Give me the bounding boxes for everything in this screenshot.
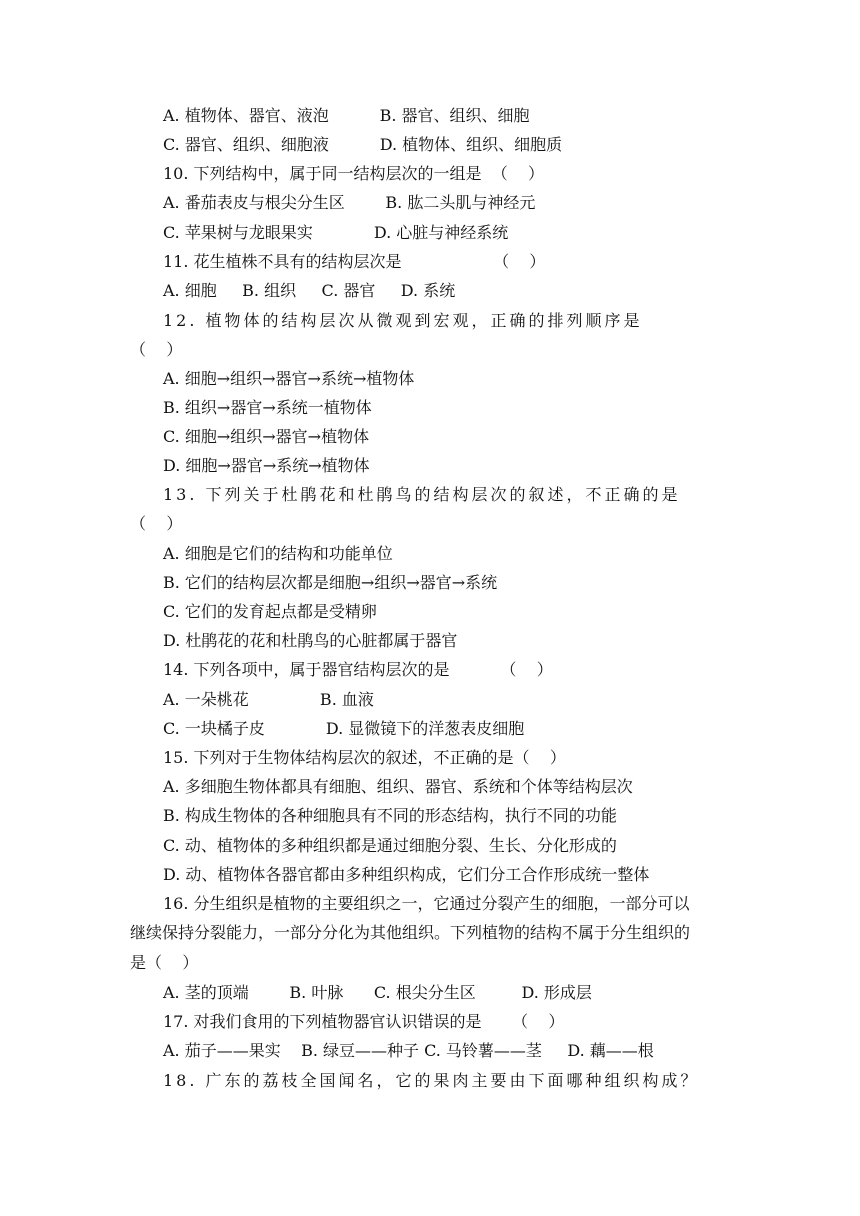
q13-stem: 13. 下列关于杜鹃花和杜鹃鸟的结构层次的叙述，不正确的是 [163, 485, 681, 504]
q15-option-b: B. 构成生物体的各种细胞具有不同的形态结构，执行不同的功能 [163, 806, 617, 825]
q16-stem-line3: 是（ ） [130, 953, 199, 972]
q14-options-ab: A. 一朵桃花 B. 血液 [163, 690, 374, 709]
q10-options-cd: C. 苹果树与龙眼果实 D. 心脏与神经系统 [163, 223, 509, 242]
q16-options: A. 茎的顶端 B. 叶脉 C. 根尖分生区 D. 形成层 [163, 983, 592, 1002]
q9-options-cd: C. 器官、组织、细胞液 D. 植物体、组织、细胞质 [163, 135, 563, 154]
q12-answer-blank: （ ） [130, 340, 183, 359]
q13-option-d: D. 杜鹃花的花和杜鹃鸟的心脏都属于器官 [163, 631, 458, 650]
q15-stem: 15. 下列对于生物体结构层次的叙述，不正确的是（ ） [163, 748, 566, 767]
q17-options: A. 茄子——果实 B. 绿豆——种子 C. 马铃薯——茎 D. 藕——根 [163, 1041, 654, 1060]
q12-option-a: A. 细胞→组织→器官→系统→植物体 [163, 369, 415, 388]
q13-option-c: C. 它们的发育起点都是受精卵 [163, 602, 377, 621]
q16-stem-line1: 16. 分生组织是植物的主要组织之一，它通过分裂产生的细胞，一部分可以 [163, 894, 690, 913]
q11-stem: 11. 花生植株不具有的结构层次是 （ ） [163, 252, 546, 271]
q16-stem-line2: 继续保持分裂能力，一部分分化为其他组织。下列植物的结构不属于分生组织的 [130, 923, 691, 942]
q9-options-ab: A. 植物体、器官、液泡 B. 器官、组织、细胞 [163, 106, 530, 125]
q10-options-ab: A. 番茄表皮与根尖分生区 B. 肱二头肌与神经元 [163, 193, 536, 212]
q17-stem: 17. 对我们食用的下列植物器官认识错误的是 （ ） [163, 1012, 565, 1031]
q13-option-b: B. 它们的结构层次都是细胞→组织→器官→系统 [163, 573, 498, 592]
q11-options: A. 细胞 B. 组织 C. 器官 D. 系统 [163, 281, 456, 300]
q15-option-d: D. 动、植物体各器官都由多种组织构成，它们分工合作形成统一整体 [163, 865, 650, 884]
q10-stem: 10. 下列结构中，属于同一结构层次的一组是 （ ） [163, 164, 545, 183]
q14-options-cd: C. 一块橘子皮 D. 显微镜下的洋葱表皮细胞 [163, 719, 525, 738]
q13-option-a: A. 细胞是它们的结构和功能单位 [163, 544, 393, 563]
q14-stem: 14. 下列各项中，属于器官结构层次的是 （ ） [163, 660, 553, 679]
q12-option-c: C. 细胞→组织→器官→植物体 [163, 427, 370, 446]
q15-option-c: C. 动、植物体的多种组织都是通过细胞分裂、生长、分化形成的 [163, 836, 617, 855]
q18-stem: 18. 广东的荔枝全国闻名，它的果肉主要由下面哪种组织构成？ [163, 1071, 700, 1090]
q13-answer-blank: （ ） [130, 514, 183, 533]
q12-stem: 12. 植物体的结构层次从微观到宏观，正确的排列顺序是 [163, 311, 643, 330]
q15-option-a: A. 多细胞生物体都具有细胞、组织、器官、系统和个体等结构层次 [163, 777, 633, 796]
q12-option-b: B. 组织→器官→系统一植物体 [163, 398, 372, 417]
q12-option-d: D. 细胞→器官→系统→植物体 [163, 456, 370, 475]
